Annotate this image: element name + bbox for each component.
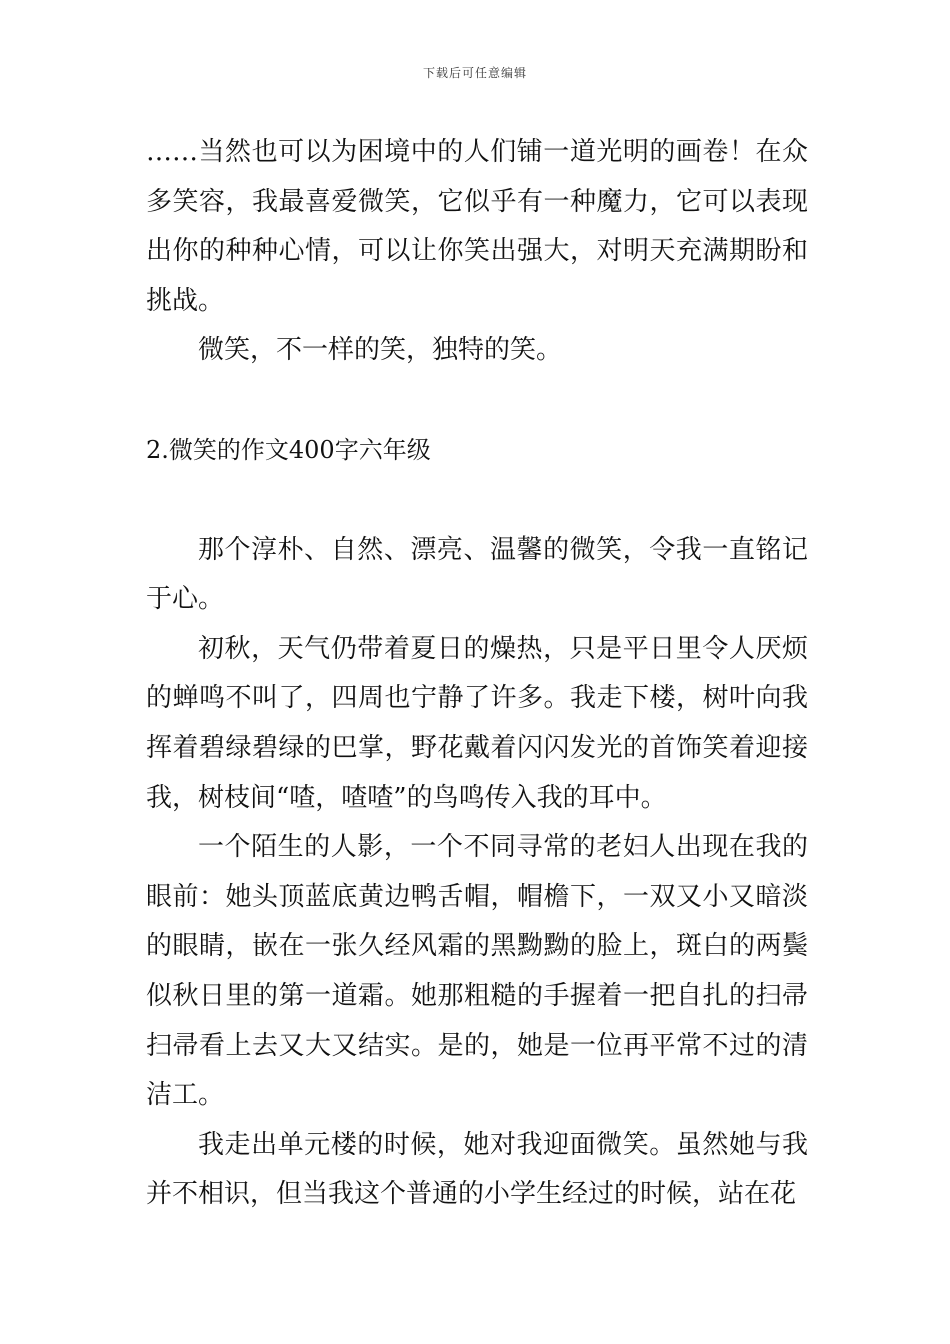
paragraph: 那个淳朴、自然、漂亮、温馨的微笑，令我一直铭记于心。 bbox=[146, 534, 808, 615]
paragraph: 初秋，天气仍带着夏日的燥热，只是平日里令人厌烦的蝉鸣不叫了，四周也宁静了许多。我走下楼，树叶向我挥着碧绿碧绿的巴掌，野花戴着闪闪发光的首饰笑着迎接我，树枝间“喳，喳喳”的鸟鸣传入我的耳中。 bbox=[146, 633, 808, 813]
paragraph: 我走出单元楼的时候，她对我迎面微笑。虽然她与我并不相识，但当我这个普通的小学生经过的时候，站在花 bbox=[146, 1129, 808, 1210]
section-heading: 2.微笑的作文400字六年级 bbox=[146, 435, 431, 464]
document-body bbox=[146, 128, 808, 1220]
spacer bbox=[146, 376, 808, 426]
spacer bbox=[146, 476, 808, 526]
paragraph-summary: 微笑，不一样的笑，独特的笑。 bbox=[198, 335, 563, 366]
paragraph-continuation: ……当然也可以为困境中的人们铺一道光明的画卷！在众多笑容，我最喜爱微笑，它似乎有一种魔力，它可以表现出你的种种心情，可以让你笑出强大，对明天充满期盼和挑战。 bbox=[146, 137, 808, 316]
page-header: 下载后可任意编辑 bbox=[422, 66, 527, 80]
paragraph: 一个陌生的人影，一个不同寻常的老妇人出现在我的眼前：她头顶蓝底黄边鸭舌帽，帽檐下，一双又小又暗淡的眼睛，嵌在一张久经风霜的黑黝黝的脸上，斑白的两鬓似秋日里的第一道霜。她那粗糙的手握着一把自扎的扫帚扫帚看上去又大又结实。是的，她是一位再平常不过的清洁工。 bbox=[146, 832, 808, 1111]
